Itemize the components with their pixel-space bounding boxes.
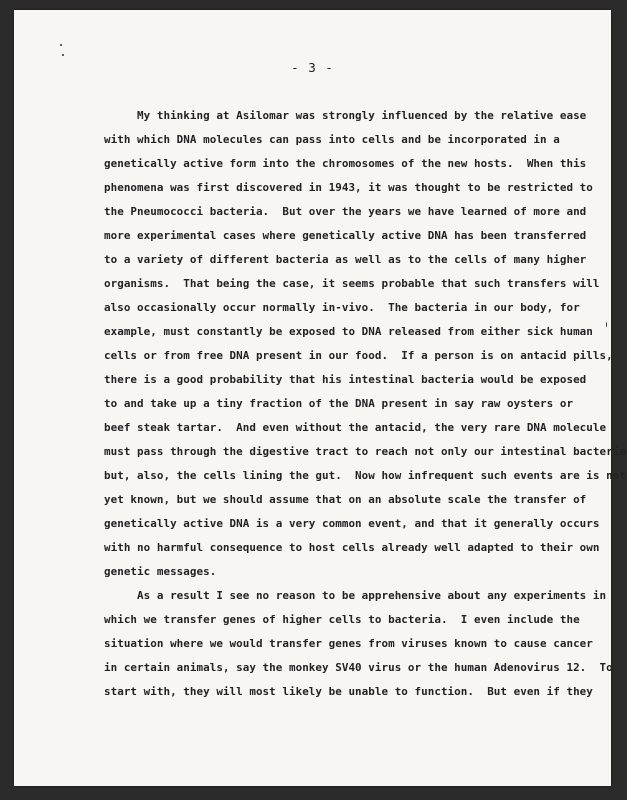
paper-speck: [62, 54, 64, 56]
page-number: - 3 -: [291, 60, 334, 75]
text-line: genetically active DNA is a very common event, and that it generally occurs: [104, 517, 600, 530]
text-line: also occasionally occur normally in-vivo. The bacteria in our body, for: [104, 301, 580, 314]
text-line: example, must constantly be exposed to DNA released from either sick human: [104, 325, 593, 338]
text-line: beef steak tartar. And even without the antacid, the very rare DNA molecule: [104, 421, 607, 434]
text-line: cells or from free DNA present in our food. If a person is on antacid pills,: [104, 349, 613, 362]
text-line: to a variety of different bacteria as well as to the cells of many higher: [104, 253, 587, 266]
text-line: situation where we would transfer genes from viruses known to cause cancer: [104, 637, 593, 650]
text-line: phenomena was first discovered in 1943, it was thought to be restricted to: [104, 181, 593, 194]
text-line: genetically active form into the chromosomes of the new hosts. When this: [104, 157, 587, 170]
text-line: start with, they will most likely be unable to function. But even if they: [104, 685, 593, 698]
text-line: in certain animals, say the monkey SV40 virus or the human Adenovirus 12. To: [104, 661, 613, 674]
document-page: [14, 10, 626, 786]
text-line: which we transfer genes of higher cells to bacteria. I even include the: [104, 613, 580, 626]
text-line: but, also, the cells lining the gut. Now how infrequent such events are is not: [104, 469, 626, 482]
text-line: organisms. That being the case, it seems probable that such transfers will: [104, 277, 600, 290]
text-line: must pass through the digestive tract to reach not only our intestinal bacteria: [104, 445, 626, 458]
text-line: with no harmful consequence to host cells already well adapted to their own: [104, 541, 600, 554]
paper-speck: [60, 44, 62, 46]
text-line: As a result I see no reason to be apprehensive about any experiments in: [104, 589, 607, 602]
paper-speck: [606, 322, 607, 327]
text-line: there is a good probability that his intestinal bacteria would be exposed: [104, 373, 587, 386]
text-line: the Pneumococci bacteria. But over the years we have learned of more and: [104, 205, 587, 218]
text-line: genetic messages.: [104, 565, 217, 578]
text-line: with which DNA molecules can pass into cells and be incorporated in a: [104, 133, 560, 146]
text-line: My thinking at Asilomar was strongly influenced by the relative ease: [104, 109, 587, 122]
text-line: yet known, but we should assume that on an absolute scale the transfer of: [104, 493, 587, 506]
text-line: more experimental cases where genetically active DNA has been transferred: [104, 229, 587, 242]
text-line: to and take up a tiny fraction of the DNA present in say raw oysters or: [104, 397, 574, 410]
